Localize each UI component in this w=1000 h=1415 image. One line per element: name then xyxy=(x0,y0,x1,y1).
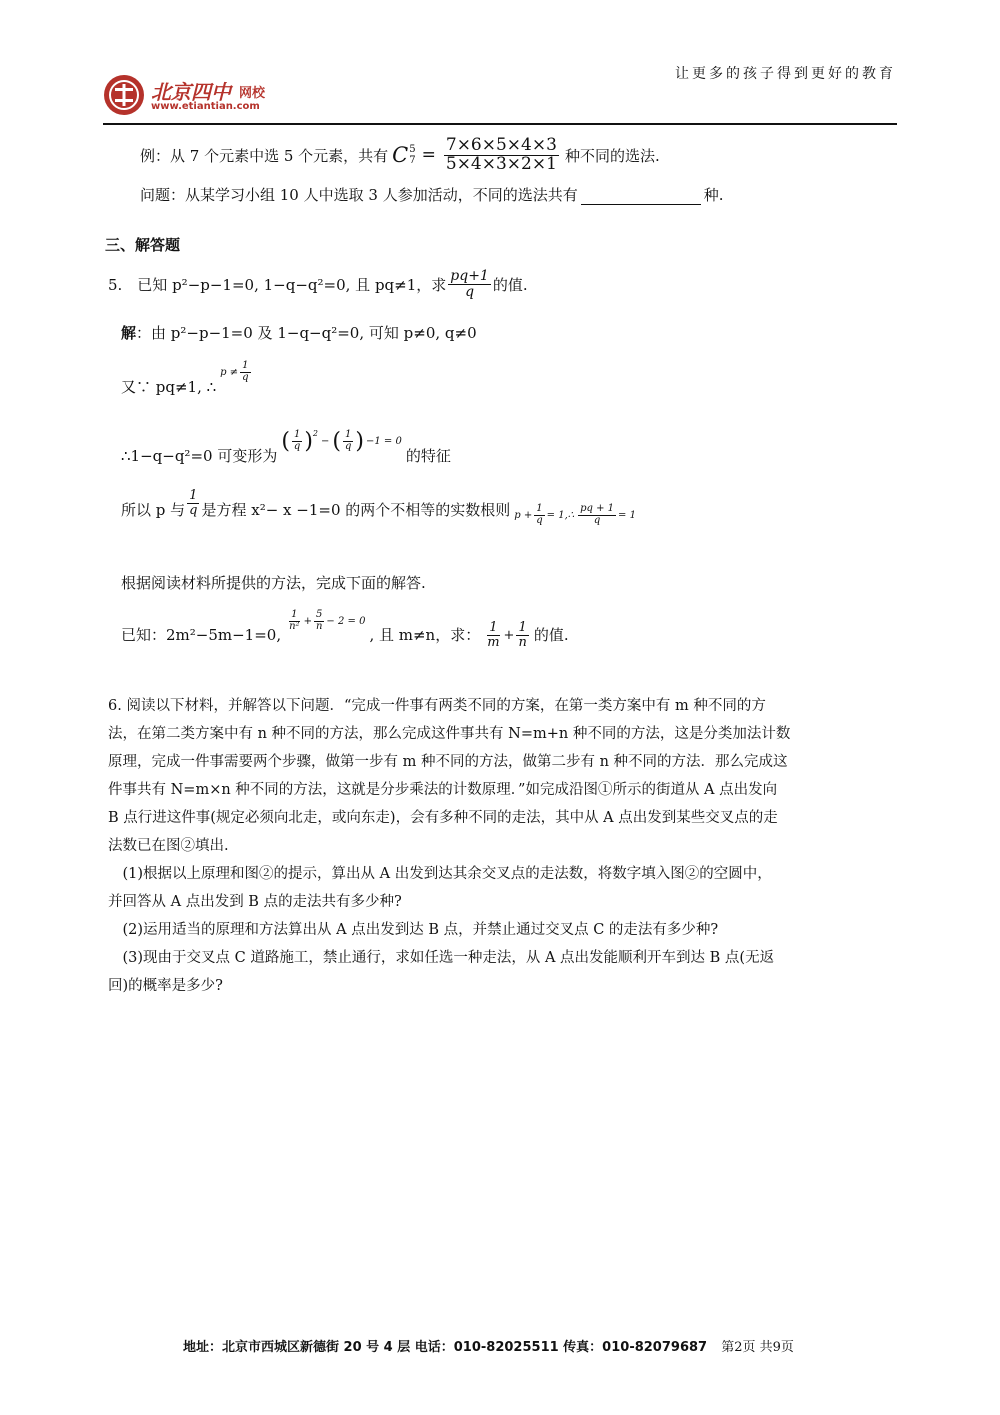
fraction-den: n xyxy=(518,634,527,650)
fraction-den: q xyxy=(465,283,475,300)
fraction-num: 1 xyxy=(518,619,527,635)
example-suffix: 种不同的选法. xyxy=(564,146,660,165)
logo-text: 北京四中 xyxy=(151,80,231,104)
p6-line: 6. 阅读以下材料，并解答以下问题．“完成一件事有两类不同的方案，在第一类方案中有 m 种不同的方 xyxy=(108,698,766,714)
p5-stem-suffix: 的值. xyxy=(492,275,528,294)
fraction-den: 5×4×3×2×1 xyxy=(445,153,557,174)
question-text: 问题：从某学习小组 10 人中选取 3 人参加活动，不同的选法共有 xyxy=(140,186,578,204)
fraction-num: 1 xyxy=(293,429,301,440)
p5-stem-fraction xyxy=(448,269,491,299)
p6-line: B 点行进这件事(规定必须向北走，或向东走)，会有多种不同的走法，其中从 A 点出发到某些交叉点的走 xyxy=(108,810,778,826)
given-text: 的值. xyxy=(533,626,569,644)
solution-line-2 xyxy=(121,357,253,397)
section-title: 三、解答题 xyxy=(105,236,181,254)
inline-math: − 2 = 0 xyxy=(326,615,366,627)
fraction-num: 1 xyxy=(536,503,543,514)
solution-text: ：由 p²−p−1=0 及 1−q−q²=0, 可知 p≠0, q≠0 xyxy=(136,324,477,342)
inline-fraction xyxy=(287,610,301,632)
example-fraction xyxy=(444,134,559,174)
footer-address: 地址：北京市西城区新德街 20 号 4 层 电话：010-82025511 传真：010-82079687 xyxy=(183,1340,708,1355)
fraction-den: q xyxy=(189,502,198,518)
exponent: 2 xyxy=(312,428,319,438)
fraction-num: 1 xyxy=(489,619,498,635)
fraction-den: n xyxy=(315,620,323,632)
inline-math: −1 = 0 xyxy=(366,435,402,447)
question-suffix: 种. xyxy=(703,186,724,204)
inline-math: p ≠ xyxy=(220,366,239,378)
solution-text: 所以 p 与 xyxy=(121,500,186,519)
solution-line-4 xyxy=(121,481,636,537)
inline-fraction xyxy=(516,621,528,649)
solution-label: 解 xyxy=(121,324,137,342)
given-text: , 且 m≠n，求： xyxy=(369,626,481,644)
solution-text: 的特征 xyxy=(405,447,451,465)
comb-sup: 5 xyxy=(409,144,416,155)
problem-5-stem xyxy=(108,266,528,302)
p6-subquestion-3-cont: 回)的概率是多少? xyxy=(108,978,223,994)
fraction-den: n² xyxy=(289,620,300,632)
inline-fraction xyxy=(187,489,199,517)
given-text: 已知：2m²−5m−1=0, xyxy=(121,626,282,644)
p6-line: 法，在第二类方案中有 n 种不同的方法，那么完成这件事共有 N=m+n 种不同的方法，这是分类加法计数 xyxy=(108,726,791,742)
inline-fraction xyxy=(578,504,616,526)
minus-sign: − xyxy=(321,435,330,447)
fraction-den: m xyxy=(487,634,500,650)
fraction-den: q xyxy=(536,514,543,526)
problem-6 xyxy=(108,692,898,1000)
given-line xyxy=(121,605,569,653)
fraction-den: q xyxy=(593,514,601,526)
example-line xyxy=(140,133,660,177)
fraction-den: q xyxy=(242,371,249,383)
plus-sign: + xyxy=(503,627,515,643)
inline-fraction xyxy=(343,430,353,452)
fraction-num: pq + 1 xyxy=(580,503,615,514)
logo-url: www.etiantian.com xyxy=(151,101,260,112)
method-line: 根据阅读材料所提供的方法，完成下面的解答. xyxy=(121,574,426,592)
inline-fraction xyxy=(314,610,324,632)
inline-fraction xyxy=(534,504,544,526)
header-slogan: 让更多的孩子得到更好的教育 xyxy=(675,66,896,82)
inline-math: = 1,∴ xyxy=(546,509,575,521)
fraction-den: q xyxy=(345,440,352,452)
page-number: 第2页 共9页 xyxy=(721,1340,794,1355)
p6-line: 法数已在图②填出. xyxy=(108,838,229,854)
solution-text: ∴1−q−q²=0 可变形为 xyxy=(121,447,278,465)
fraction-num: 1 xyxy=(345,429,352,440)
fraction-num: 7×6×5×4×3 xyxy=(445,134,557,155)
solution-text: 是方程 x²− x −1=0 的两个不相等的实数根则 xyxy=(201,500,511,519)
p6-line: 原理，完成一件事需要两个步骤，做第一步有 m 种不同的方法，做第二步有 n 种不同的方法．那么完成这 xyxy=(108,754,788,770)
fraction-num: 1 xyxy=(189,487,198,503)
header-rule xyxy=(103,123,897,125)
solution-line-1 xyxy=(121,322,477,343)
plus-sign: + xyxy=(303,615,312,627)
inline-math: = 1 xyxy=(618,509,636,521)
footer xyxy=(183,1336,794,1355)
inline-fraction xyxy=(292,430,302,452)
p6-subquestion-1: (1)根据以上原理和图②的提示，算出从 A 出发到达其余交叉点的走法数，将数字填入图②的空圆中， xyxy=(108,866,772,882)
fraction-den: q xyxy=(293,440,301,452)
fraction-num: 1 xyxy=(291,609,298,620)
p6-subquestion-1-cont: 并回答从 A 点出发到 B 点的走法共有多少种? xyxy=(108,894,402,910)
logo-net-text: 网校 xyxy=(239,86,266,101)
school-logo xyxy=(103,74,363,116)
p6-subquestion-3: (3)现由于交叉点 C 道路施工，禁止通行，求如任选一种走法，从 A 点出发能顺利开车到达 B 点(无返 xyxy=(108,950,775,966)
comb-symbol: C xyxy=(392,143,409,167)
question-line xyxy=(140,184,724,205)
solution-text: 又∵ pq≠1, ∴ xyxy=(121,378,217,396)
fraction-num: pq+1 xyxy=(450,267,489,284)
p5-stem-text: 5. 已知 p²−p−1=0, 1−q−q²=0, 且 pq≠1，求 xyxy=(108,275,447,294)
p6-subquestion-2: (2)运用适当的原理和方法算出从 A 点出发到达 B 点，并禁止通过交叉点 C 的走法有多少种? xyxy=(108,922,719,938)
p6-line: 件事共有 N=m×n 种不同的方法，这就是分步乘法的计数原理．”如完成沿图①所示的街道从 A 点出发向 xyxy=(108,782,778,798)
equals-sign: = xyxy=(421,145,436,165)
fraction-num: 5 xyxy=(315,609,323,620)
fraction-num: 1 xyxy=(242,360,249,371)
answer-blank[interactable] xyxy=(581,190,701,205)
example-text: 例：从 7 个元素中选 5 个元素，共有 xyxy=(140,146,389,165)
logo-emblem-icon xyxy=(103,74,145,116)
comb-sub: 7 xyxy=(409,155,416,166)
inline-fraction xyxy=(240,361,250,383)
inline-fraction xyxy=(485,621,501,649)
inline-math: p + xyxy=(514,509,533,521)
solution-line-3: ∴1−q−q²=0 可变形为 ( $\frac{1}{q}$ ) $^2$ − ( $\frac{1}{q}$ ) −1 = 0 的特征 xyxy=(121,424,451,474)
